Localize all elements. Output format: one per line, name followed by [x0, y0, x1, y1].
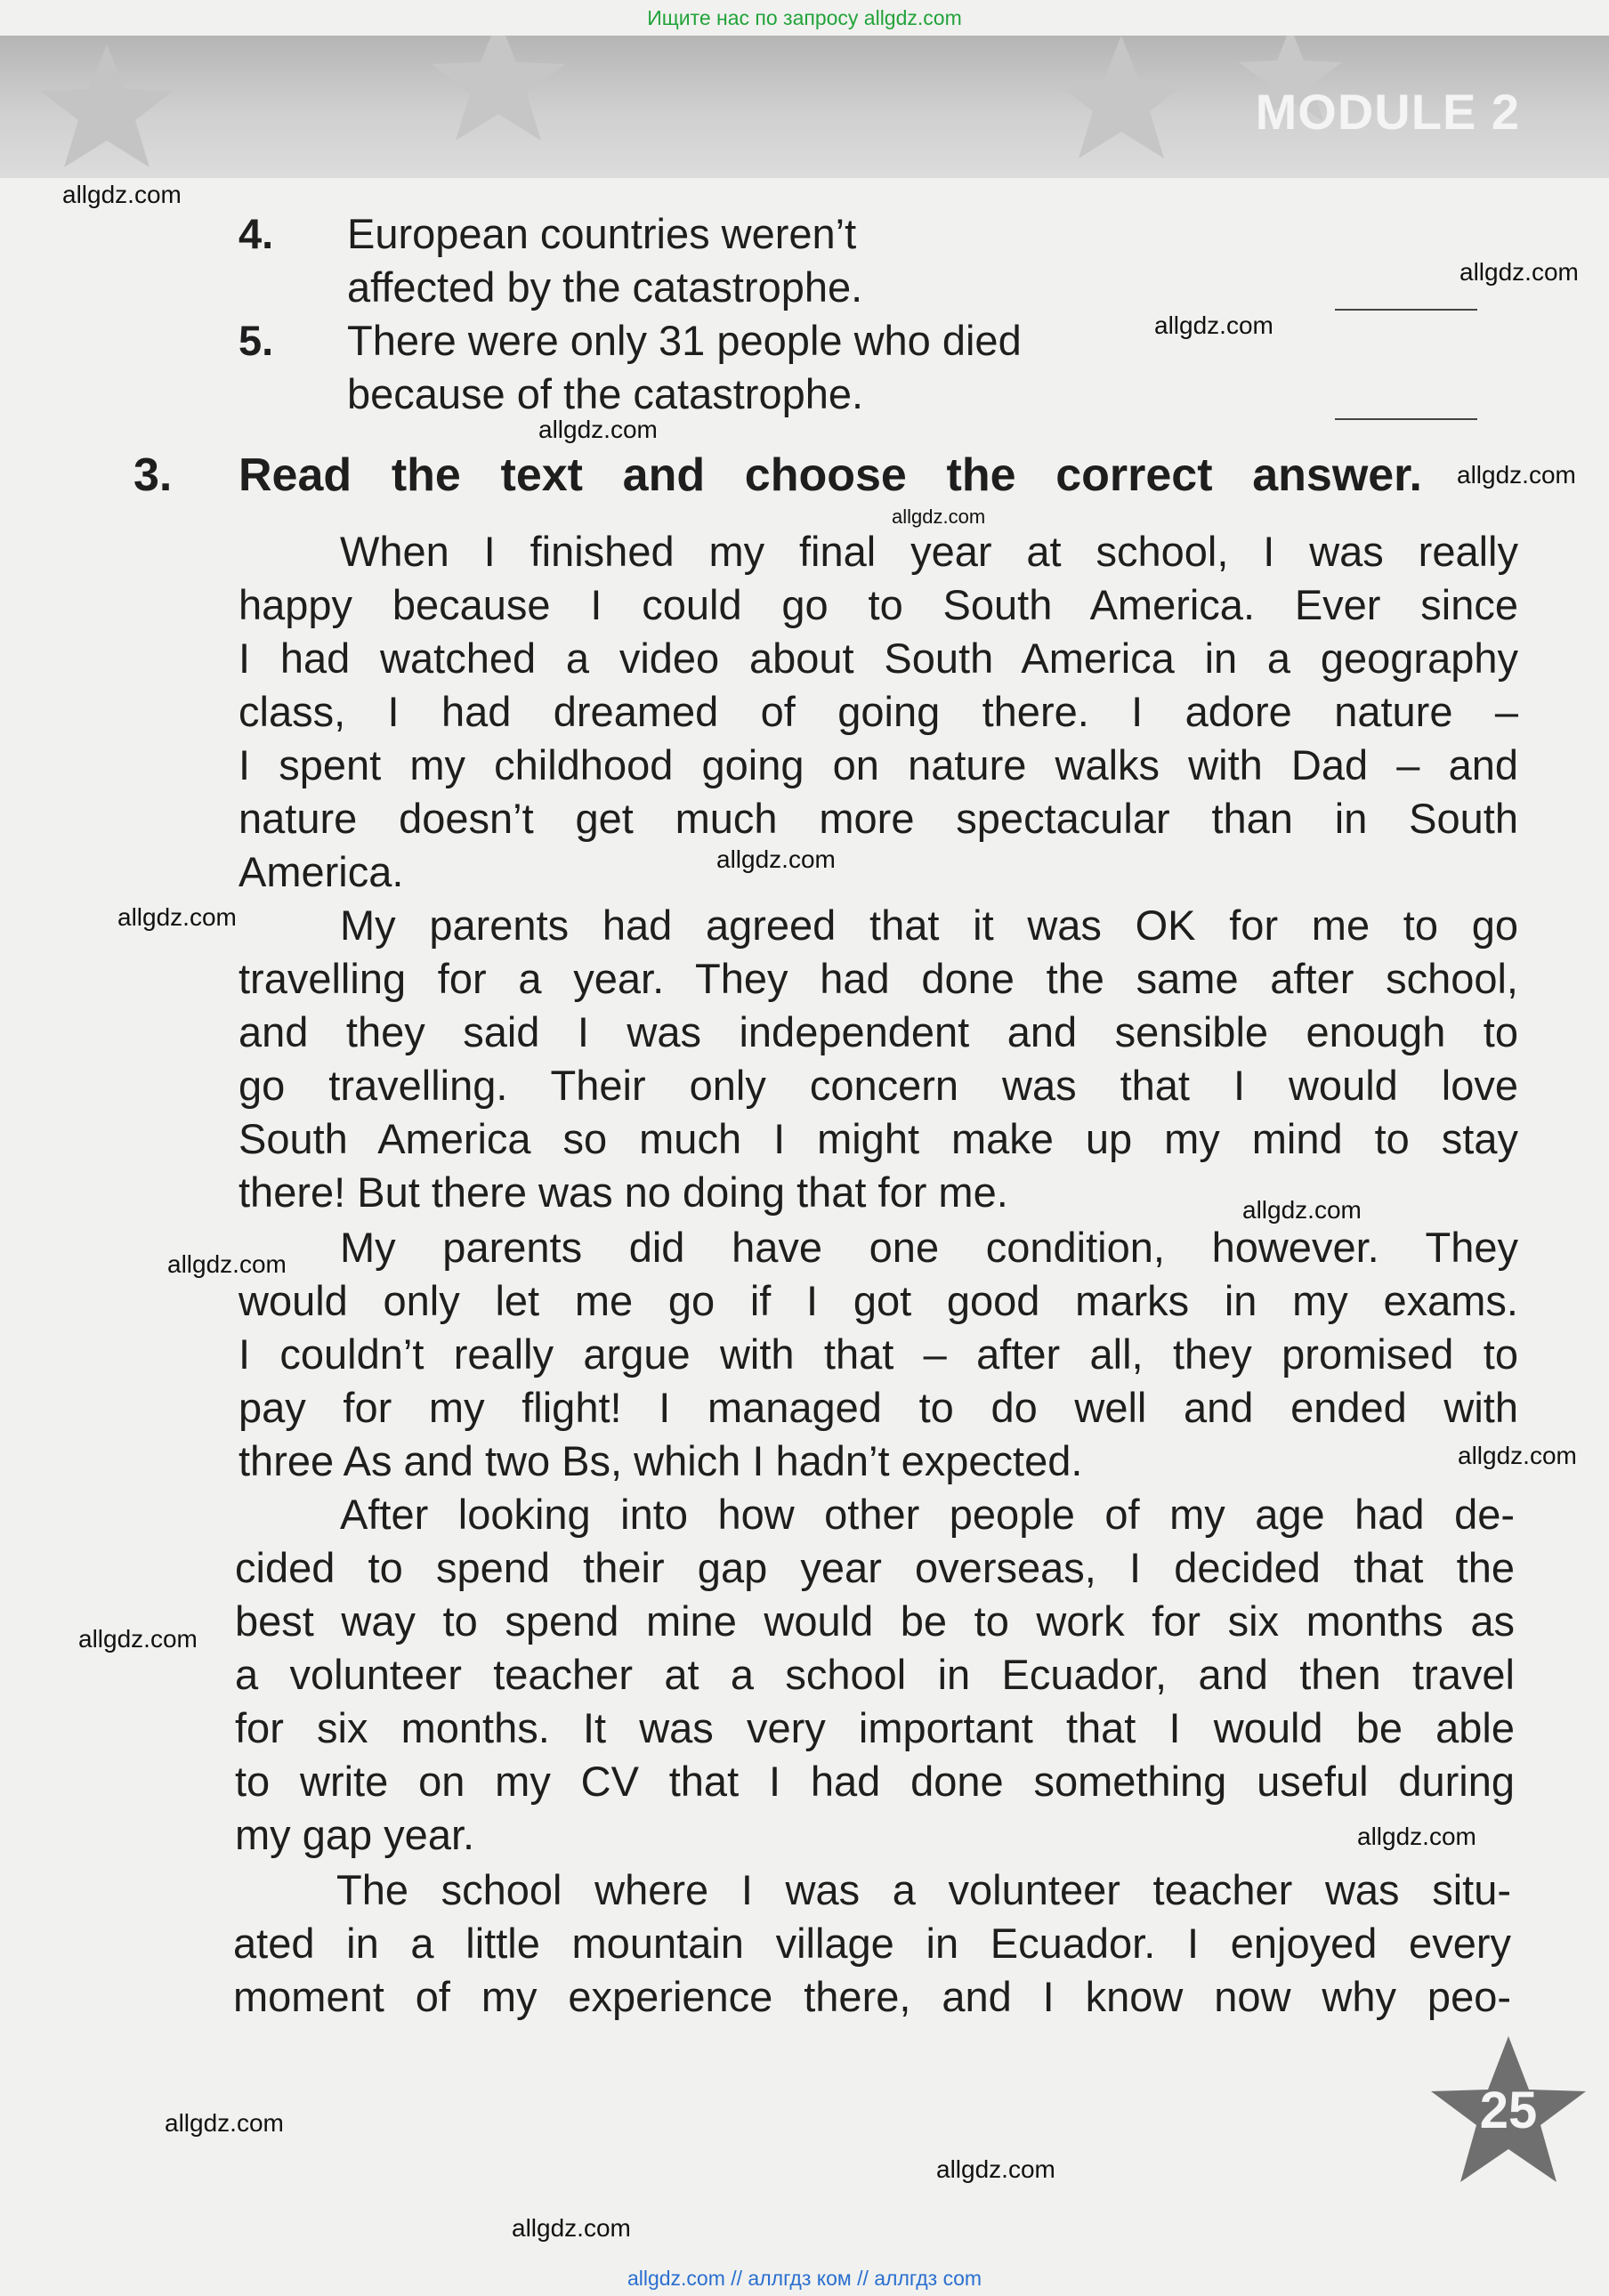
bottom-banner[interactable]: allgdz.com // аллгдз ком // аллгдз com: [627, 2267, 982, 2290]
watermark: allgdz.com: [62, 181, 182, 208]
watermark: allgdz.com: [117, 903, 237, 931]
text-line: moment of my experience there, and I know now why peo-: [233, 1973, 1511, 2020]
item-text: European countries weren’t: [347, 210, 857, 257]
text-line: I couldn’t really argue with that – after all, they promised to: [239, 1330, 1518, 1378]
watermark: allgdz.com: [1459, 258, 1579, 286]
text-line: cided to spend their gap year overseas, I decided that the: [235, 1544, 1515, 1591]
text-line: would only let me go if I got good marks in my exams.: [239, 1277, 1518, 1324]
watermark: allgdz.com: [1357, 1823, 1476, 1850]
text-line: South America so much I might make up my mind to stay: [239, 1115, 1518, 1162]
text-line: My parents had agreed that it was OK for me to go: [340, 901, 1518, 949]
text-line: pay for my flight! I managed to do well and ended with: [239, 1384, 1518, 1431]
header-band: [0, 36, 1609, 178]
text-line: My parents did have one condition, however. They: [340, 1224, 1518, 1271]
text-line: After looking into how other people of my age had de-: [340, 1491, 1515, 1538]
top-banner[interactable]: Ищите нас по запросу allgdz.com: [647, 6, 962, 29]
text-line: travelling for a year. They had done the same after school,: [239, 955, 1518, 1002]
text-line: to write on my CV that I had done something useful during: [235, 1758, 1515, 1805]
watermark: allgdz.com: [1242, 1196, 1362, 1224]
text-line: happy because I could go to South America. Ever since: [239, 581, 1518, 628]
item-number: 5.: [239, 317, 274, 364]
item-text: There were only 31 people who died: [347, 317, 1022, 364]
item-text: affected by the catastrophe.: [347, 263, 863, 311]
watermark: allgdz.com: [716, 845, 836, 873]
watermark: allgdz.com: [936, 2155, 1055, 2183]
text-line: for six months. It was very important that I would be able: [235, 1704, 1515, 1751]
text-line: three As and two Bs, which I hadn’t expected.: [239, 1437, 1083, 1484]
text-line: and they said I was independent and sensible enough to: [239, 1008, 1518, 1055]
watermark: allgdz.com: [165, 2109, 284, 2137]
text-line: nature doesn’t get much more spectacular than in South: [239, 795, 1518, 842]
watermark: allgdz.com: [892, 505, 986, 528]
text-line: best way to spend mine would be to work for six months as: [235, 1597, 1515, 1645]
answer-blank[interactable]: [1335, 418, 1477, 420]
watermark: allgdz.com: [512, 2214, 631, 2242]
text-line: a volunteer teacher at a school in Ecuador, and then travel: [235, 1651, 1515, 1698]
answer-blank[interactable]: [1335, 309, 1477, 311]
watermark: allgdz.com: [78, 1625, 198, 1653]
watermark: allgdz.com: [538, 416, 658, 443]
text-line: my gap year.: [235, 1811, 475, 1858]
item-text: because of the catastrophe.: [347, 370, 864, 417]
item-number: 4.: [239, 210, 274, 257]
watermark: allgdz.com: [1458, 1442, 1577, 1469]
module-title: MODULE 2: [1255, 84, 1520, 140]
text-line: there! But there was no doing that for me.: [239, 1168, 1008, 1216]
text-line: I spent my childhood going on nature walks with Dad – and: [239, 741, 1518, 788]
text-line: class, I had dreamed of going there. I adore nature –: [239, 688, 1518, 735]
task-number: 3.: [133, 449, 173, 501]
text-line: America.: [239, 848, 404, 895]
watermark: allgdz.com: [1154, 311, 1273, 339]
text-line: go travelling. Their only concern was that I would love: [239, 1062, 1518, 1109]
text-line: ated in a little mountain village in Ecuador. I enjoyed every: [233, 1920, 1511, 1967]
page-number: 25: [1479, 2082, 1538, 2139]
watermark: allgdz.com: [167, 1250, 287, 1278]
text-line: I had watched a video about South America in a geography: [239, 635, 1518, 682]
task-heading: Read the text and choose the correct answer.: [239, 449, 1422, 501]
watermark: allgdz.com: [1457, 461, 1576, 489]
text-line: The school where I was a volunteer teacher was situ-: [336, 1866, 1511, 1913]
text-line: When I finished my final year at school, I was really: [340, 528, 1518, 575]
